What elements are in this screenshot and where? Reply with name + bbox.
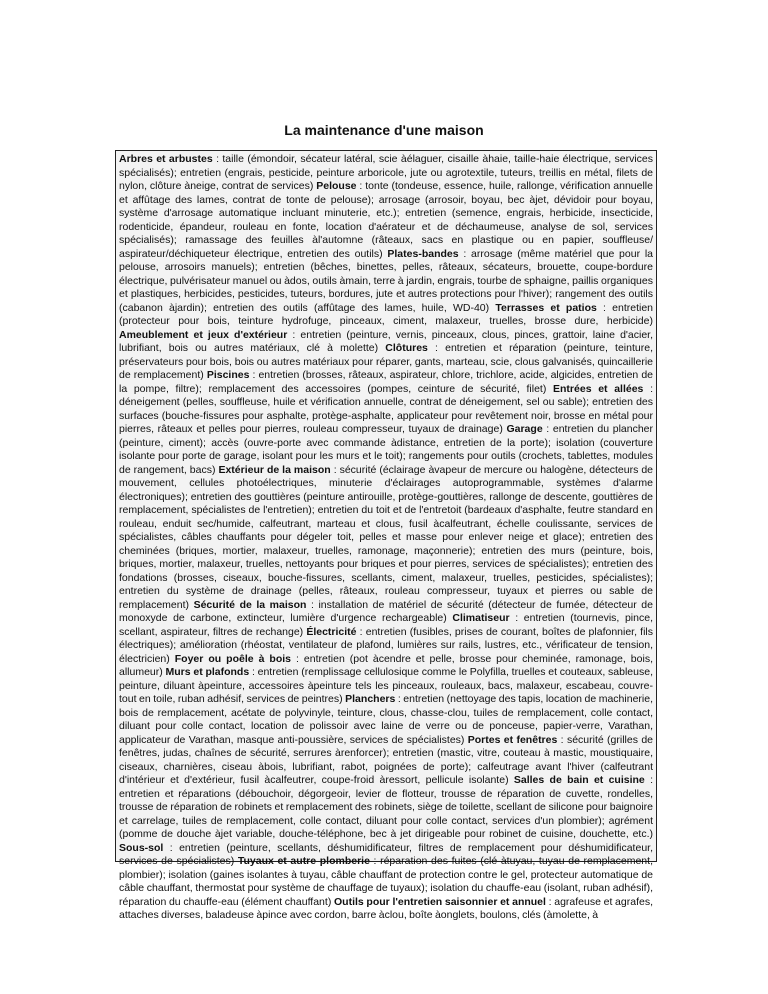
section-text: : déneigement (pelles, souffleuse, huile et vérification annuelle, contrat de déneigement, sel ou sable); entretien des surfaces (bouche-fissures pour asphalte, protège-asphalte, applicateur pour revêtement noir, brosse en métal pour pierres, râteaux et pelles pour pierres, rouleau compresseur, tuyaux de drainage) — [119, 382, 653, 435]
section-heading: Portes et fenêtres — [467, 733, 558, 746]
section-text: : taille (émondoir, sécateur latéral, scie àélaguer, cisaille àhaie, taille-haie électrique, services spécialisés); entretien (engrais, pesticide, peinture arboricole, jute ou agrotextile, tuteurs, treillis en métal, filets de nylon, clôture àneige, contrat de services) — [119, 153, 653, 192]
section-heading: Tuyaux et autre plomberie — [237, 855, 370, 867]
section-heading: Salles de bain et cuisine — [513, 774, 645, 786]
section-text: : entretien du plancher (peinture, ciment); accès (ouvre-porte avec commande àdistance, entretien de la porte); isolation (couverture isolante pour porte de garage, isolant pour les murs et le toit); rangements pour outils (crochets, tablettes, modules de rangement, bacs) — [119, 423, 654, 476]
section-heading: Foyer ou poêle à bois — [174, 652, 292, 665]
section-heading: Piscines — [206, 369, 250, 381]
section-text: : agrafeuse et agrafes, attaches diverses, baladeuse àpince avec cordon, barre àclou, boîte àonglets, boulons, clés (àmolette, à — [119, 895, 653, 921]
section-text: : entretien et réparations (débouchoir, dégorgeoir, levier de flotteur, trousse de réparation de cuvette, rondelles, trousse de réparation de robinets et remplacement des robinets, siège de toilette, scellant de silicone pour baignoire et carrelage, tuiles de remplacement, colle contact, diluant pour colle contact, services d'un plombier); agrément (pomme de douche àjet variable, douche-téléphone, bec à jet dirigeable pour robinet de cuisine, douchette, etc.) — [119, 774, 653, 840]
section-text: : entretien (pot àcendre et pelle, brosse pour cheminée, ramonage, bois, allumeur) — [119, 652, 653, 678]
section-heading: Sous-sol — [119, 841, 164, 854]
section-heading: Murs et plafonds — [165, 666, 250, 678]
section-heading: Plates-bandes — [387, 247, 459, 260]
section-heading: Pelouse — [316, 180, 357, 192]
section-heading: Sécurité de la maison — [193, 598, 307, 611]
page-title: La maintenance d'une maison — [284, 122, 484, 138]
section-heading: Outils pour l'entretien saisonnier et annuel — [334, 895, 546, 908]
section-text: : entretien (peinture, vernis, pinceaux, clous, pinces, grattoir, laine d'acier, lubrifiant, bois ou autres matériaux, clé à molette) — [119, 328, 654, 354]
section-text: : arrosage (même matériel que pour la pelouse, arrosoirs manuels); entretien (bêches, binettes, pelles, râteaux, sécateurs, brouette, coupe-bordure électrique, pulvérisateur manuel ou àdos, outils àmain, terre à jardin, engrais, tourbe de sphaigne, paillis organiques et plastiques, herbicides, pesticides, tuteurs, bordures, jute et autres protections pour l'hiver); rangement des outils (cabanon àjardin); entretien des outils (affûtage des lames, huile, WD-40) — [119, 247, 654, 314]
section-heading: Planchers — [345, 693, 396, 705]
section-text: : sécurité (éclairage àvapeur de mercure ou halogène, détecteurs de mouvement, cellules photoélectriques, minuterie d'éclairages autoprogrammable, systèmes d'alarme électroniques); entretien des gouttières (peinture antirouille, protège-gouttières, rallonge de descente, gouttières de remplacement, spécialistes de l'entretien); entretien du toit et de l'entretoit (bardeaux d'asphalte, feutre standard en rouleau, enduit sec/humide, calfeutrant, marteau et clous, fusil àcalfeutrant, échelle coulissante, services de spécialistes, câbles chauffants pour dégeler toit, pelles et masse pour enlever neige et glace); entretien des cheminées (briques, mortier, malaxeur, truelles, ramonage, maçonnerie); entretien des murs (peinture, bois, briques, mortier, malaxeur, truelles, nettoyants pour briques et pour pierres, services de spécialistes); entretien des fondations (brosses, ciseaux, bouche-fissures, scellants, ciment, malaxeur, truelles, pesticides, spécialistes); entretien du système de drainage (pelles, râteaux, rouleau compresseur, tuyaux et pierres ou sable de remplacement) — [119, 463, 654, 611]
section-text: : entretien (protecteur pour bois, teinture hydrofuge, pinceaux, ciment, malaxeur, truelles, brosse dure, herbicide) — [119, 301, 654, 327]
section-text: : entretien (fusibles, prises de courant, boîtes de plafonnier, fils électriques); amélioration (rhéostat, ventilateur de plafond, lumières sur rails, lustres, etc., vérificateur de tension, électricien) — [119, 625, 653, 665]
section-text: : entretien (brosses, râteaux, aspirateur, chlore, trichlore, acide, algicides, entretien de la pompe, filtre); remplacement des accessoires (pompes, ceinture de sécurité, filet) — [119, 369, 653, 395]
section-text: : entretien (tournevis, pince, scellant, aspirateur, filtres de rechange) — [119, 612, 653, 638]
document-text — [116, 151, 656, 925]
section-heading: Électricité — [306, 625, 357, 638]
section-text: : réparation des fuites (clé àtuyau, tuyau de remplacement, plombier); isolation (gaines isolantes à tuyau, câble chauffant de protection contre le gel, protecteur automatique de câble chauffant, thermostat pour système de chauffage de tuyaux); isolation du chauffe-eau (isolant, ruban adhésif), réparation du chauffe-eau (élément chauffant) — [119, 855, 653, 908]
section-heading: Extérieur de la maison — [218, 463, 331, 476]
section-heading: Climatiseur — [452, 612, 510, 624]
section-text: : sécurité (grilles de fenêtres, judas, chaînes de sécurité, serrures àrenforcer); entretien (mastic, vitre, couteau à mastic, moustiquaire, ciseaux, charnières, ciseau àbois, lubrifiant, rabot, poignées de porte); calfeutrage avant l'hiver (calfeutrant d'intérieur et d'extérieur, fusil àcalfeutrer, coupe-froid àressort, pellicule isolante) — [119, 733, 653, 786]
section-text: : installation de matériel de sécurité (détecteur de fumée, détecteur de monoxyde de carbone, extincteur, lumière d'urgence rechargeable) — [119, 598, 653, 624]
section-text: : entretien (remplissage cellulosique comme le Polyfilla, truelles et couteaux, sableuse, peinture, diluant àpeinture, accessoires àpeinture tels les pinceaux, rouleaux, bacs, malaxeur, escabeau, couvre-tout en toile, ruban adhésif, services de peintres) — [119, 666, 653, 705]
section-heading: Ameublement et jeux d'extérieur — [119, 328, 288, 341]
section-heading: Clôtures — [385, 342, 428, 354]
section-text: : entretien et réparation (peinture, teinture, préservateurs pour bois, bois ou autres matériaux pour réparer, gants, marteau, scie, clous galvanisés, quincaillerie de remplacement) — [119, 342, 653, 381]
section-heading: Terrasses et patios — [495, 301, 597, 314]
section-text: : entretien (nettoyage des tapis, location de machinerie, bois de remplacement, acétate de polyvinyle, teinture, clous, chasse-clou, tuiles de remplacement, colle contact, diluant pour colle contact, location de polissoir avec laine de verre ou de ponceuse, papier-verre, Varathan, applicateur de Varathan, masque anti-poussière, services de spécialistes) — [119, 693, 653, 746]
section-heading: Arbres et arbustes — [119, 153, 213, 165]
section-text: : tonte (tondeuse, essence, huile, rallonge, vérification annuelle et affûtage des lames, contrat de tonte de pelouse); arrosage (arrosoir, boyau, bec àjet, dévidoir pour boyau, système d'arrosage automatique incluant minuterie, etc.); entretien (semence, engrais, herbicide, insecticide, rodenticide, épandeur, rouleau en fonte, location d'aérateur et de déchaumeuse, analyse de sol, services spécialisés); ramassage des feuilles àl'automne (râteaux, sacs en plastique ou en papier, souffleuse/ aspirateur/déchiqueteur électrique, entretien des outils) — [119, 180, 653, 260]
section-heading: Garage — [506, 423, 543, 435]
section-text: : entretien (peinture, scellants, déshumidificateur, filtres de remplacement pour déshumidificateur, services de spécialistes) — [119, 841, 653, 867]
section-heading: Entrées et allées — [553, 382, 644, 395]
document-body — [115, 150, 657, 921]
